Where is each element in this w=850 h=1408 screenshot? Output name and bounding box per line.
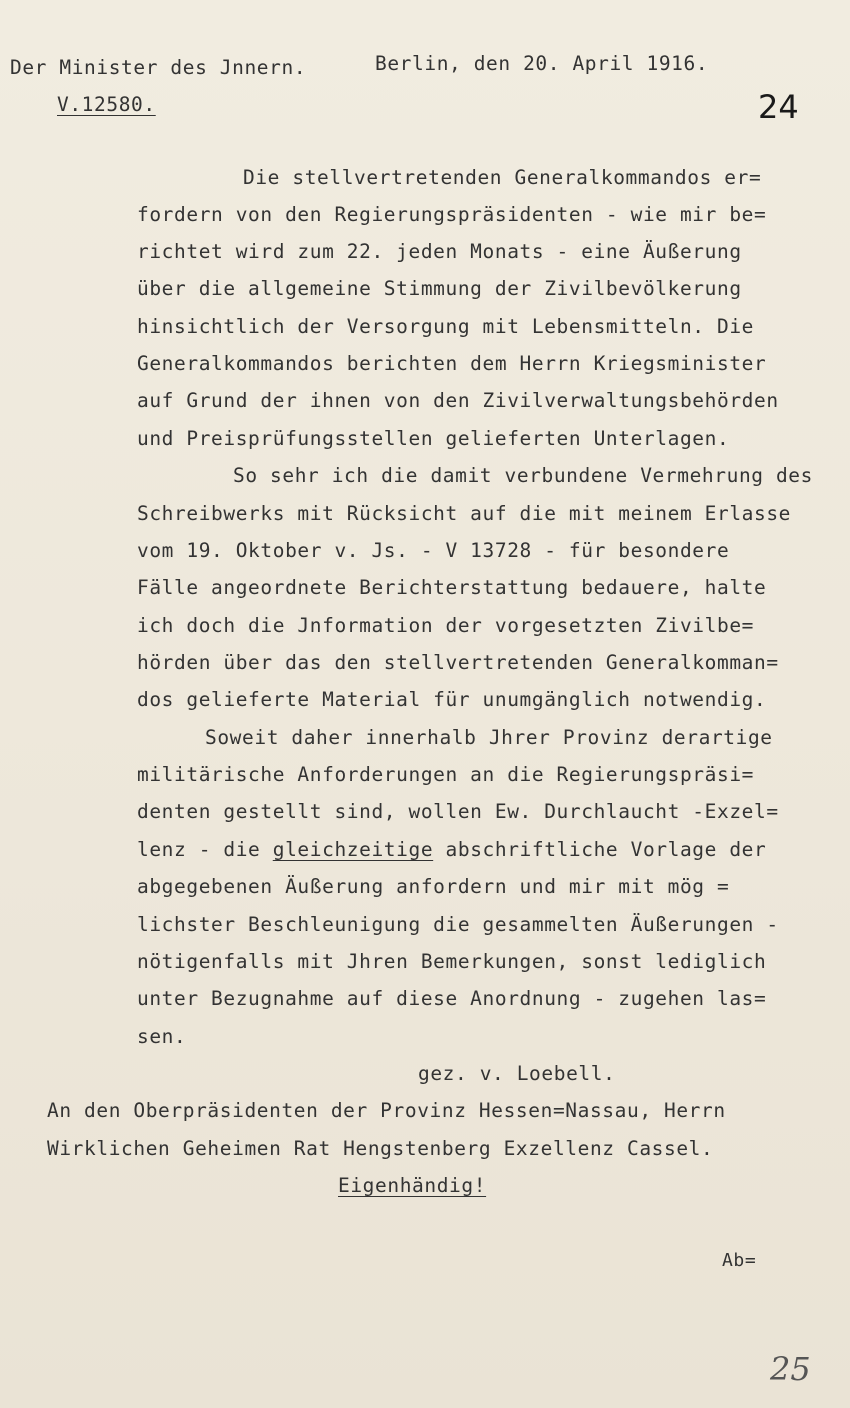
body-line: ich doch die Jnformation der vorgesetzten Zivilbe= <box>137 614 754 637</box>
place-date: Berlin, den 20. April 1916. <box>375 52 709 75</box>
page-number: 24 <box>758 88 799 126</box>
body-line: lichster Beschleunigung die gesammelten Äußerungen - <box>137 913 779 936</box>
body-line: und Preisprüfungsstellen gelieferten Unterlagen. <box>137 427 730 450</box>
personal-instruction: Eigenhändig! <box>338 1174 487 1197</box>
body-line: fordern von den Regierungspräsidenten - wie mir be= <box>137 203 767 226</box>
body-line: über die allgemeine Stimmung der Zivilbevölkerung <box>137 277 742 300</box>
body-line <box>137 838 766 862</box>
body-line: richtet wird zum 22. jeden Monats - eine Äußerung <box>137 240 742 263</box>
body-line: Generalkommandos berichten dem Herrn Kriegsminister <box>137 352 767 375</box>
reference-number: V.12580. <box>57 93 156 116</box>
body-line: Fälle angeordnete Berichterstattung bedauere, halte <box>137 576 767 599</box>
body-line: denten gestellt sind, wollen Ew. Durchlaucht -Exzel= <box>137 800 779 823</box>
addressee-line: An den Oberpräsidenten der Provinz Hessen=Nassau, Herrn <box>47 1099 726 1122</box>
body-line: sen. <box>137 1025 187 1048</box>
body-line: hinsichtlich der Versorgung mit Lebensmitteln. Die <box>137 315 754 338</box>
handwritten-folio: 25 <box>770 1350 811 1388</box>
body-line: auf Grund der ihnen von den Zivilverwaltungsbehörden <box>137 389 779 412</box>
signature: gez. v. Loebell. <box>418 1062 616 1085</box>
body-line: Schreibwerks mit Rücksicht auf die mit meinem Erlasse <box>137 502 792 525</box>
body-line: Die stellvertretenden Generalkommandos er= <box>243 166 762 189</box>
body-line: Soweit daher innerhalb Jhrer Provinz derartige <box>205 726 773 749</box>
body-line: unter Bezugnahme auf diese Anordnung - zugehen las= <box>137 987 767 1010</box>
body-text: lenz - die <box>137 838 273 861</box>
underlined-word: gleichzeitige <box>272 838 434 861</box>
body-line: vom 19. Oktober v. Js. - V 13728 - für besondere <box>137 539 730 562</box>
body-line: militärische Anforderungen an die Regierungspräsi= <box>137 763 754 786</box>
sender-line: Der Minister des Jnnern. <box>10 56 307 79</box>
continuation-mark: Ab= <box>722 1250 757 1271</box>
body-line: So sehr ich die damit verbundene Vermehrung des <box>233 464 813 487</box>
body-line: abgegebenen Äußerung anfordern und mir mit mög = <box>137 875 730 898</box>
body-line: hörden über das den stellvertretenden Generalkomman= <box>137 651 779 674</box>
body-line: nötigenfalls mit Jhren Bemerkungen, sonst lediglich <box>137 950 767 973</box>
body-line: dos gelieferte Material für unumgänglich notwendig. <box>137 688 767 711</box>
addressee-line: Wirklichen Geheimen Rat Hengstenberg Exzellenz Cassel. <box>47 1137 714 1160</box>
body-text: abschriftliche Vorlage der <box>433 838 767 861</box>
